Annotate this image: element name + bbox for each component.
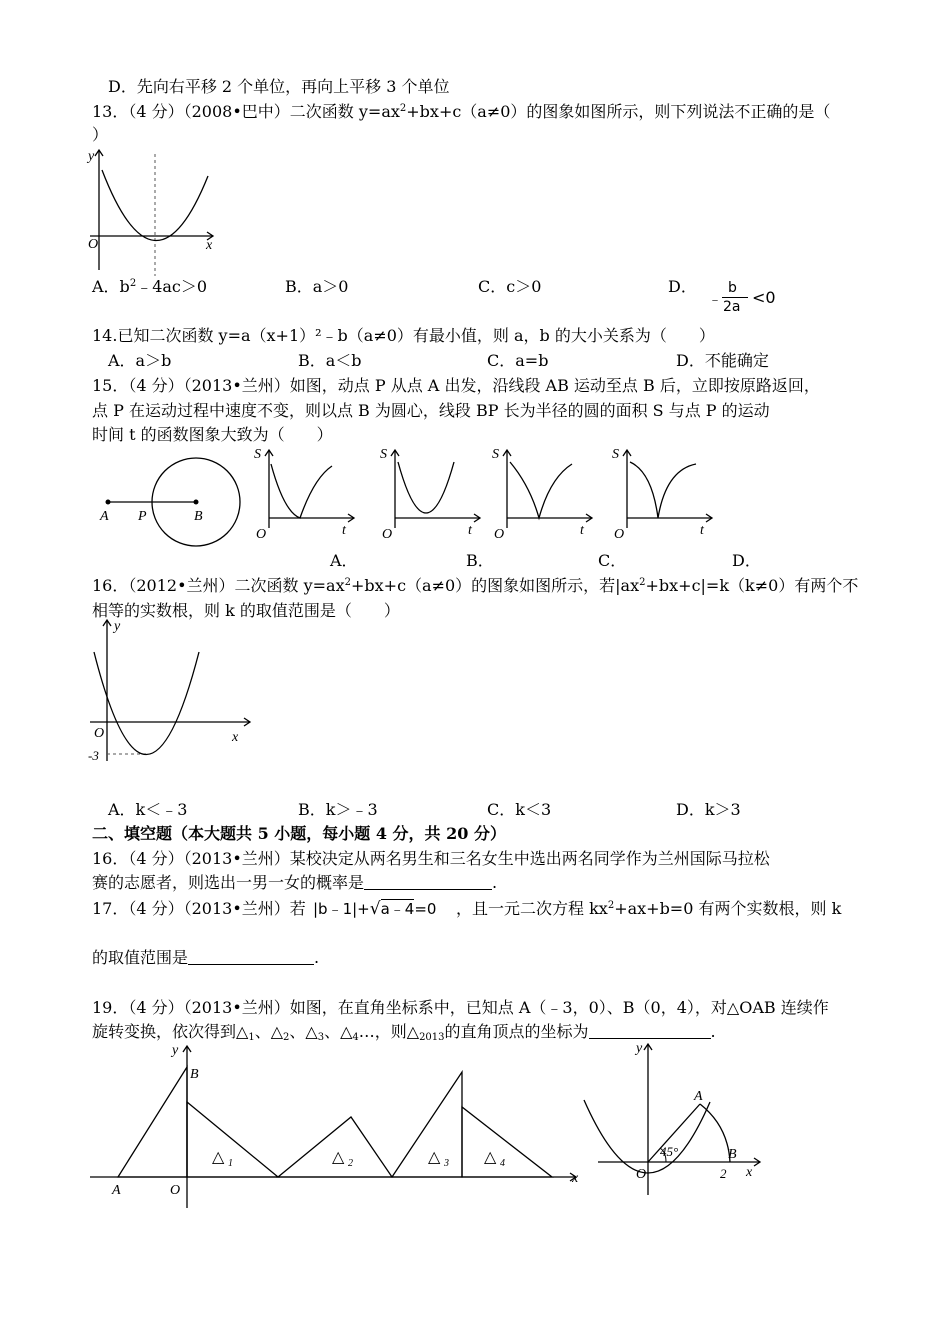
svg-text:45°: 45° — [660, 1144, 679, 1159]
q19-label-tri3: △ — [428, 1149, 441, 1166]
svg-text:2: 2 — [348, 1158, 353, 1169]
q15-circle-figure — [96, 452, 246, 552]
q15-option-d: D． — [732, 551, 761, 570]
q16b-answer-blank[interactable] — [364, 873, 492, 890]
svg-text:3: 3 — [444, 1158, 449, 1169]
q15-graph-a-curve — [271, 464, 332, 518]
svg-text:O: O — [494, 527, 505, 542]
q14-option-b: B．a＜b — [298, 351, 362, 370]
q14-option-a: A．a＞b — [108, 351, 172, 370]
q16a-option-b: B．k＞﹣3 — [298, 800, 378, 819]
q17-formula: |b﹣1|+√a﹣4=0 — [313, 899, 437, 919]
svg-text:O: O — [382, 527, 393, 542]
svg-text:S: S — [254, 447, 261, 462]
q16a-option-a: A．k＜﹣3 — [108, 800, 188, 819]
svg-text:x: x — [232, 730, 239, 745]
q15-point-a — [106, 500, 111, 505]
q12-option-d: D．先向右平移 2 个单位，再向上平移 3 个单位 — [108, 77, 450, 96]
svg-text:y: y — [172, 1043, 179, 1058]
svg-text:y: y — [636, 1041, 643, 1056]
q13-option-a: A．$b^2﹣4ac>0$ — [92, 277, 208, 296]
q15-option-c: C． — [598, 551, 627, 570]
q15-label-b: B — [194, 509, 203, 524]
svg-text:O: O — [94, 726, 105, 741]
q15-graph-d — [612, 446, 722, 546]
q15-label-a: A — [100, 509, 109, 524]
q17-answer-blank[interactable] — [188, 948, 314, 965]
q16a-option-d: D．k＞3 — [676, 800, 741, 819]
q15-option-b: B． — [466, 551, 494, 570]
section2-title: 二、填空题（本大题共 5 小题，每小题 4 分，共 20 分） — [92, 824, 506, 843]
q16a-graph — [86, 616, 256, 766]
q13-stem-line2: ） — [92, 125, 109, 144]
q16a-stem-line2: 相等的实数根，则 k 的取值范围是（ ） — [92, 601, 400, 620]
svg-text:2: 2 — [720, 1166, 727, 1181]
q15-graph-c — [492, 446, 602, 546]
svg-text:t: t — [700, 523, 704, 538]
svg-text:O: O — [170, 1183, 181, 1198]
q19-triangle-4 — [462, 1107, 552, 1177]
svg-text:A: A — [112, 1183, 121, 1198]
svg-text:4: 4 — [500, 1158, 505, 1169]
q15-graph-d-curve — [630, 462, 696, 518]
svg-text:-3: -3 — [88, 748, 99, 763]
q16b-stem-line1: 16．（4 分）（2013•兰州）某校决定从两名男生和三名女生中选出两名同学作为兰州国际马拉松 — [92, 849, 770, 868]
svg-text:S: S — [380, 447, 387, 462]
q15-point-b — [194, 500, 199, 505]
q19-answer-blank[interactable] — [589, 1022, 711, 1039]
q15-graph-c-curve — [510, 462, 572, 518]
q13-option-d-label: D． — [668, 277, 697, 296]
svg-text:t: t — [580, 523, 584, 538]
svg-text:O: O — [614, 527, 625, 542]
q15-graph-b — [380, 446, 490, 546]
q15-option-a: A． — [330, 551, 358, 570]
q14-stem: 14.已知二次函数 y=a（x+1）²﹣b（a≠0）有最小值，则 a，b 的大小关系为（ ） — [92, 326, 715, 345]
svg-text:B: B — [728, 1147, 737, 1162]
q16a-parabola — [94, 652, 199, 755]
q19-rotation-figure — [86, 1040, 586, 1215]
q15-graph-b-curve — [398, 462, 454, 513]
svg-text:B: B — [190, 1067, 199, 1082]
q19-stem-line2: 旋转变换，依次得到$\triangle_1$、$\triangle_2$、$\triangle_3$、$\triangle_4\dots$，则$\triangle_{2013}$的直角顶点的坐标为 . — [92, 1022, 716, 1043]
q13-stem-line1: 13．（4 分）（2008•巴中）二次函数 $y=ax^2+bx+c(a\ne 0)$的图象如图所示，则下列说法不正确的是（ — [92, 102, 831, 121]
q13-graph — [88, 148, 228, 278]
svg-text:1: 1 — [228, 1158, 233, 1169]
q17-stem-pre: 17．（4 分）（2013•兰州）若 — [92, 899, 306, 918]
q15-stem-line1: 15．（4 分）（2013•兰州）如图，动点 P 从点 A 出发，沿线段 AB 运动至点 B 后，立即按原路返回， — [92, 376, 820, 395]
q17-stem-post: ，且一元二次方程 $kx^2+ax+b=0$ 有两个实数根，则 k — [456, 899, 842, 918]
svg-text:x: x — [572, 1171, 579, 1186]
q19-second-figure — [578, 1040, 768, 1200]
q19-label-tri2: △ — [332, 1149, 345, 1166]
svg-text:O: O — [636, 1167, 647, 1182]
q15-stem-line3: 时间 t 的函数图象大致为（ ） — [92, 425, 333, 444]
q15-graph-a — [254, 446, 364, 546]
q13-origin-label: O — [88, 237, 99, 252]
svg-text:t: t — [342, 523, 346, 538]
q13-x-label: x — [206, 238, 213, 253]
q15-stem-line2: 点 P 在运动过程中速度不变，则以点 B 为圆心，线段 BP 长为半径的圆的面积 S 与点 P 的运动 — [92, 401, 770, 420]
svg-text:S: S — [612, 447, 619, 462]
q19-triangle-oab — [118, 1067, 187, 1177]
svg-text:O: O — [256, 527, 267, 542]
q15-label-p: P — [138, 509, 147, 524]
q19-stem-line1: 19．（4 分）（2013•兰州）如图，在直角坐标系中，已知点 A（﹣3，0）、B（0，4），对△OAB 连续作 — [92, 998, 829, 1017]
q14-option-d: D．不能确定 — [676, 351, 769, 370]
q13-option-b: B．a＞0 — [285, 277, 349, 296]
q19-label-tri4: △ — [484, 1149, 497, 1166]
svg-text:x: x — [746, 1165, 753, 1180]
svg-text:A: A — [694, 1089, 703, 1104]
q16a-stem-line1: 16．（2012•兰州）二次函数 $y=ax^2+bx+c(a\ne 0)$的图象如图所示，若$|ax^2+bx+c|=k(k\ne 0)$有两个不 — [92, 576, 859, 595]
svg-text:S: S — [492, 447, 499, 462]
q17-stem-line2: 的取值范围是 . — [92, 948, 320, 967]
q19-label-tri1: △ — [212, 1149, 225, 1166]
svg-text:y: y — [114, 619, 121, 634]
q13-option-c: C．c＞0 — [478, 277, 542, 296]
svg-text:t: t — [468, 523, 472, 538]
q19-triangle-3 — [392, 1072, 462, 1177]
q14-option-c: C．a=b — [487, 351, 549, 370]
q13-y-label: y — [88, 149, 95, 164]
q16b-stem-line2: 赛的志愿者，则选出一男一女的概率是 . — [92, 873, 498, 892]
q16a-option-c: C．k＜3 — [487, 800, 552, 819]
q19-triangle-2 — [278, 1117, 392, 1177]
